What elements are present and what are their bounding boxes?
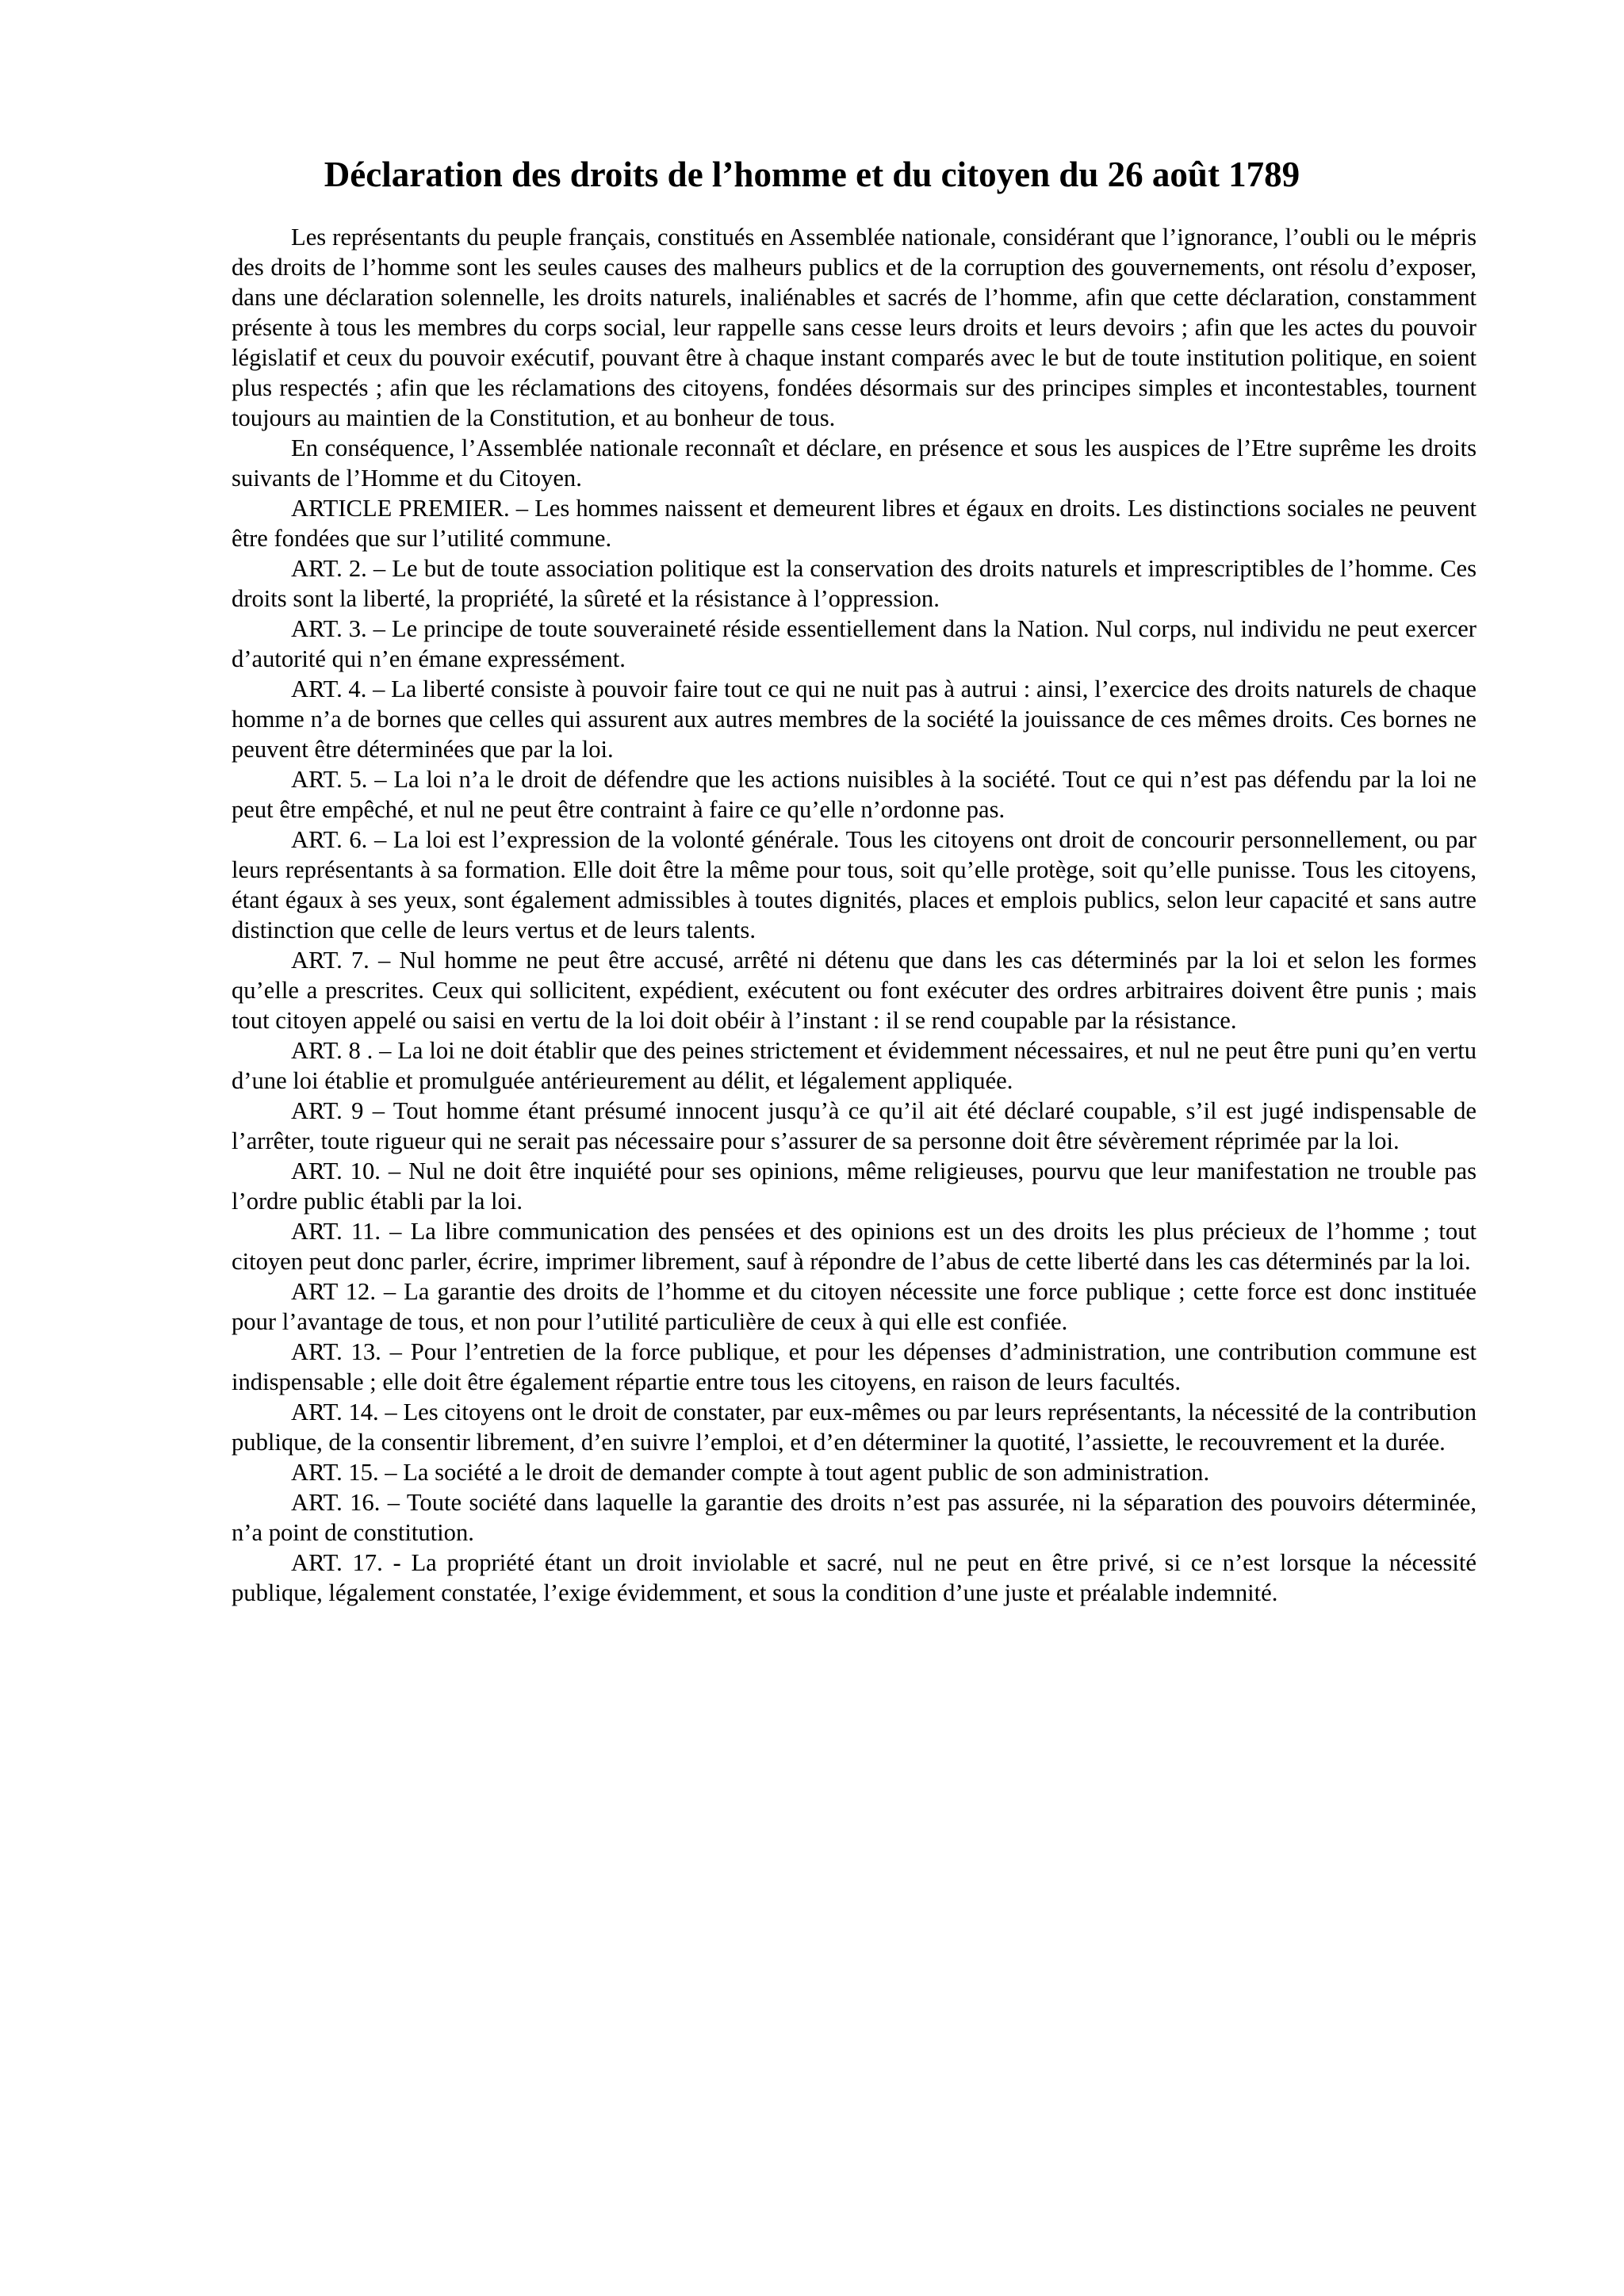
article-15-paragraph: ART. 15. – La société a le droit de demander compte à tout agent public de son administration.: [291, 1459, 1210, 1486]
article-6-paragraph: ART. 6. – La loi est l’expression de la volonté générale. Tous les citoyens ont droit de concourir personnellement, ou par leurs représentants à sa formation. Elle doit être la même pour tous, soit qu’elle protège, soit qu’elle punisse. Tous les citoyens, étant égaux à ses yeux, sont également admissibles à toutes dignités, places et emplois publics, selon leur capacité et sans autre distinction que celle de leurs vertus et de leurs talents.: [232, 826, 1477, 943]
article-14-paragraph: ART. 14. – Les citoyens ont le droit de constater, par eux-mêmes ou par leurs représentants, la nécessité de la contribution publique, de la consentir librement, d’en suivre l’emploi, et d’en déterminer la quotité, l’assiette, le recouvrement et la durée.: [232, 1399, 1477, 1456]
article-8-paragraph: ART. 8 . – La loi ne doit établir que des peines strictement et évidemment nécessaires, et nul ne peut être puni qu’en vertu d’une loi établie et promulguée antérieurement au délit, et légalement appliquée.: [232, 1037, 1477, 1094]
document-body: [232, 222, 1477, 1608]
preamble-conclusion-paragraph: En conséquence, l’Assemblée nationale reconnaît et déclare, en présence et sous les auspices de l’Etre suprême les droits suivants de l’Homme et du Citoyen.: [232, 434, 1477, 492]
article-13-paragraph: ART. 13. – Pour l’entretien de la force publique, et pour les dépenses d’administration, une contribution commune est indispensable ; elle doit être également répartie entre tous les citoyens, en raison de leurs facultés.: [232, 1338, 1477, 1395]
preamble-paragraph: Les représentants du peuple français, constitués en Assemblée nationale, considérant que l’ignorance, l’oubli ou le mépris des droits de l’homme sont les seules causes des malheurs publics et de la corruption des gouvernements, ont résolu d’exposer, dans une déclaration solennelle, les droits naturels, inaliénables et sacrés de l’homme, afin que cette déclaration, constamment présente à tous les membres du corps social, leur rappelle sans cesse leurs droits et leurs devoirs ; afin que les actes du pouvoir législatif et ceux du pouvoir exécutif, pouvant être à chaque instant comparés avec le but de toute institution politique, en soient plus respectés ; afin que les réclamations des citoyens, fondées désormais sur des principes simples et incontestables, tournent toujours au maintien de la Constitution, et au bonheur de tous.: [232, 224, 1477, 431]
article-9-paragraph: ART. 9 – Tout homme étant présumé innocent jusqu’à ce qu’il ait été déclaré coupable, s’il est jugé indispensable de l’arrêter, toute rigueur qui ne serait pas nécessaire pour s’assurer de sa personne doit être sévèrement réprimée par la loi.: [232, 1097, 1477, 1154]
article-2-paragraph: ART. 2. – Le but de toute association politique est la conservation des droits naturels et imprescriptibles de l’homme. Ces droits sont la liberté, la propriété, la sûreté et la résistance à l’oppression.: [232, 555, 1477, 612]
article-3-paragraph: ART. 3. – Le principe de toute souveraineté réside essentiellement dans la Nation. Nul corps, nul individu ne peut exercer d’autorité qui n’en émane expressément.: [232, 615, 1477, 672]
article-17-paragraph: ART. 17. - La propriété étant un droit inviolable et sacré, nul ne peut en être privé, si ce n’est lorsque la nécessité publique, légalement constatée, l’exige évidemment, et sous la condition d’une juste et préalable indemnité.: [232, 1549, 1477, 1606]
article-5-paragraph: ART. 5. – La loi n’a le droit de défendre que les actions nuisibles à la société. Tout ce qui n’est pas défendu par la loi ne peut être empêché, et nul ne peut être contraint à faire ce qu’elle n’ordonne pas.: [232, 766, 1477, 823]
article-10-paragraph: ART. 10. – Nul ne doit être inquiété pour ses opinions, même religieuses, pourvu que leur manifestation ne trouble pas l’ordre public établi par la loi.: [232, 1158, 1477, 1215]
article-4-paragraph: ART. 4. – La liberté consiste à pouvoir faire tout ce qui ne nuit pas à autrui : ainsi, l’exercice des droits naturels de chaque homme n’a de bornes que celles qui assurent aux autres membres de la société la jouissance de ces mêmes droits. Ces bornes ne peuvent être déterminées que par la loi.: [232, 675, 1477, 763]
article-12-paragraph: ART 12. – La garantie des droits de l’homme et du citoyen nécessite une force publique ; cette force est donc instituée pour l’avantage de tous, et non pour l’utilité particulière de ceux à qui elle est confiée.: [232, 1278, 1477, 1335]
article-1-paragraph: ARTICLE PREMIER. – Les hommes naissent et demeurent libres et égaux en droits. Les distinctions sociales ne peuvent être fondées que sur l’utilité commune.: [232, 495, 1477, 552]
article-16-paragraph: ART. 16. – Toute société dans laquelle la garantie des droits n’est pas assurée, ni la séparation des pouvoirs déterminée, n’a point de constitution.: [232, 1489, 1477, 1546]
article-11-paragraph: ART. 11. – La libre communication des pensées et des opinions est un des droits les plus précieux de l’homme ; tout citoyen peut donc parler, écrire, imprimer librement, sauf à répondre de l’abus de cette liberté dans les cas déterminés par la loi.: [232, 1218, 1477, 1275]
article-7-paragraph: ART. 7. – Nul homme ne peut être accusé, arrêté ni détenu que dans les cas déterminés par la loi et selon les formes qu’elle a prescrites. Ceux qui sollicitent, expédient, exécutent ou font exécuter des ordres arbitraires doivent être punis ; mais tout citoyen appelé ou saisi en vertu de la loi doit obéir à l’instant : il se rend coupable par la résistance.: [232, 947, 1477, 1034]
document-title: Déclaration des droits de l’homme et du citoyen du 26 août 1789: [324, 155, 1300, 194]
